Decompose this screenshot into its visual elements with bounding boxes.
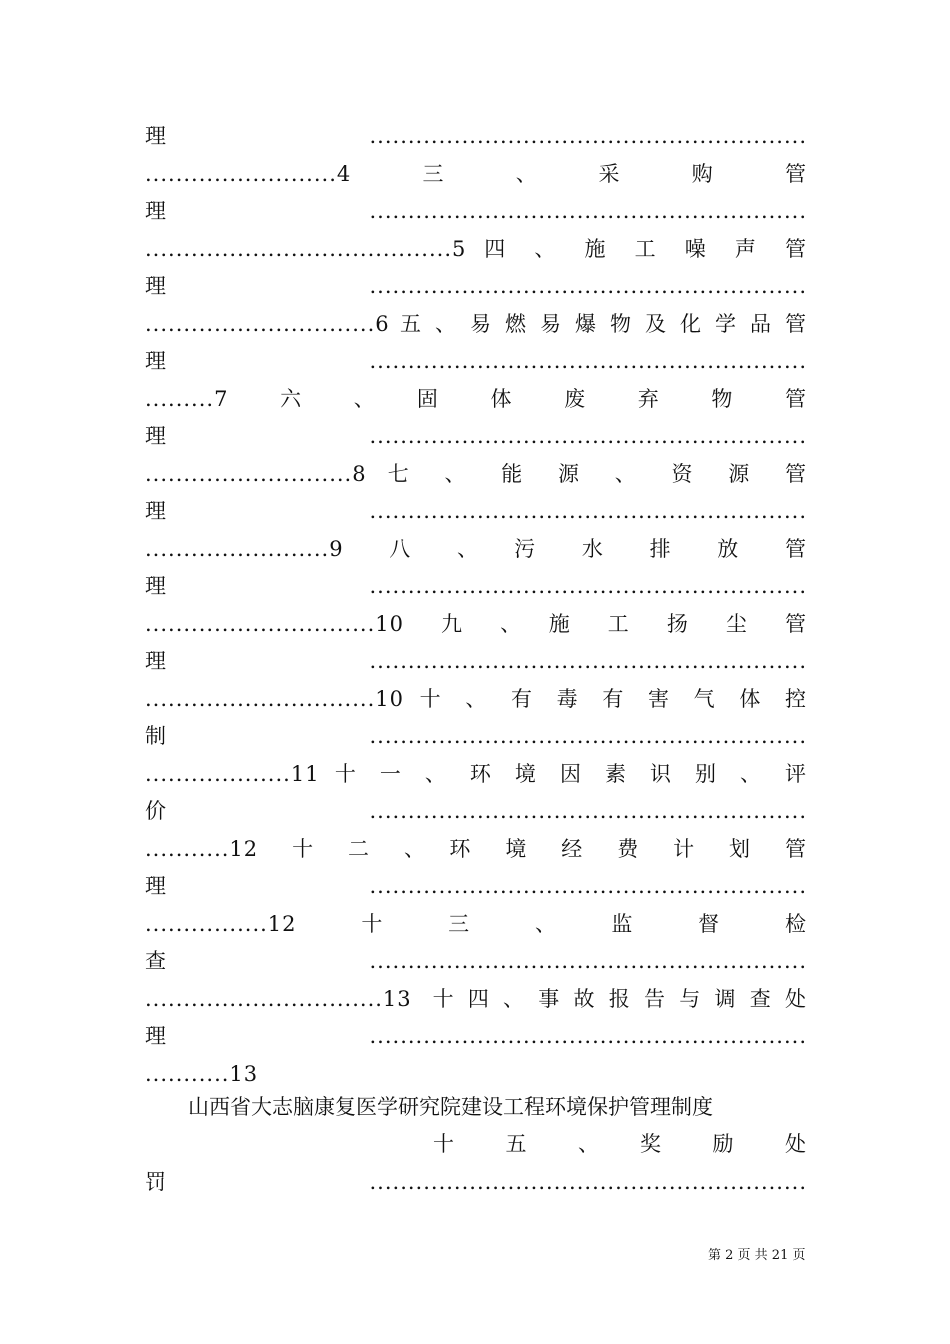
toc-line: 理......................................................... bbox=[145, 1024, 807, 1048]
toc-line: 罚......................................................... bbox=[145, 1169, 807, 1194]
toc-line: 制......................................................... bbox=[145, 724, 807, 748]
toc-line: ........................9 八 、 污 水 排 放 管 bbox=[145, 536, 807, 561]
toc-line: 查......................................................... bbox=[145, 949, 807, 973]
toc-line: 价......................................................... bbox=[145, 799, 807, 823]
toc-line: ...........................8 七 、 能 源 、 资 源 管 bbox=[145, 461, 807, 486]
page-number-footer: 第 2 页 共 21 页 bbox=[708, 1248, 806, 1263]
toc-line: 理......................................................... bbox=[145, 424, 807, 448]
toc-line: ..............................6 五 、 易 燃 易 爆 物 及 化 学 品 管 bbox=[145, 311, 807, 336]
toc-line: ........................................5 四 、 施 工 噪 声 管 bbox=[145, 236, 807, 261]
toc-line: 十 五 、 奖 励 处 bbox=[433, 1132, 807, 1156]
toc-line: 理......................................................... bbox=[145, 124, 807, 148]
toc-line: 理......................................................... bbox=[145, 649, 807, 673]
toc-line: ..............................10 十 、 有 毒 有 害 气 体 控 bbox=[145, 686, 807, 711]
toc-line: ...........12 十 二 、 环 境 经 费 计 划 管 bbox=[145, 836, 807, 861]
toc-line: ...............................13 十四、事故报告与调查处 bbox=[145, 986, 807, 1011]
toc-line: ...................11 十 一 、 环 境 因 素 识 别 、 评 bbox=[145, 761, 807, 786]
toc-line: 理......................................................... bbox=[145, 199, 807, 223]
table-of-contents bbox=[145, 118, 807, 1093]
toc-line: 理......................................................... bbox=[145, 499, 807, 523]
toc-line: .........7 六 、 固 体 废 弃 物 管 bbox=[145, 386, 807, 411]
toc-line: 理......................................................... bbox=[145, 349, 807, 373]
document-heading: 山西省大志脑康复医学研究院建设工程环境保护管理制度 bbox=[188, 1095, 713, 1119]
table-of-contents-continued bbox=[145, 1126, 807, 1201]
toc-line: ................12 十 三 、 监 督 检 bbox=[145, 911, 807, 936]
toc-line: ..............................10 九 、 施 工 扬 尘 管 bbox=[145, 611, 807, 636]
toc-line: 理......................................................... bbox=[145, 874, 807, 898]
toc-line: .........................4 三 、 采 购 管 bbox=[145, 161, 807, 186]
toc-line: 理......................................................... bbox=[145, 574, 807, 598]
toc-line: ...........13 bbox=[145, 1061, 259, 1086]
toc-line: 理......................................................... bbox=[145, 274, 807, 298]
